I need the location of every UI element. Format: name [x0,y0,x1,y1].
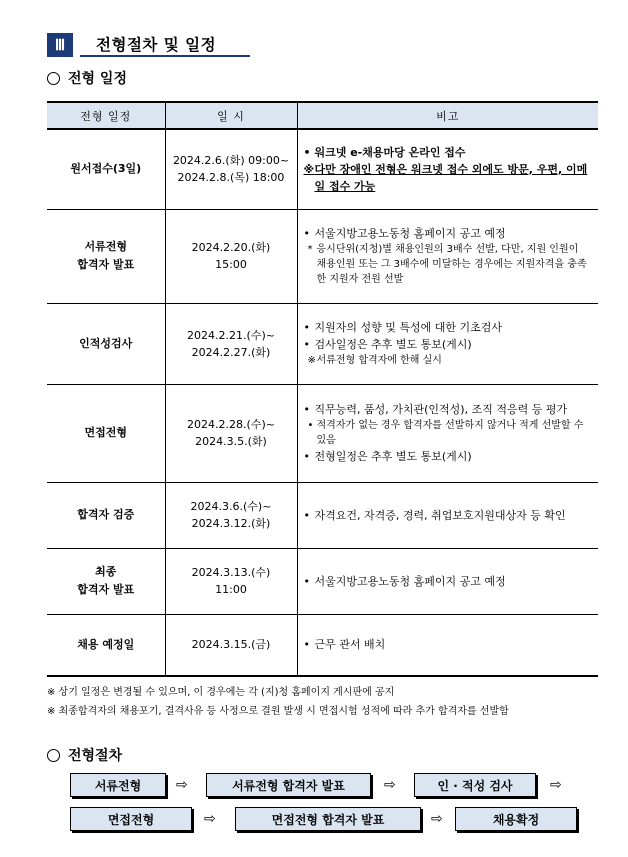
arrow-right-icon: ⇨ [176,777,188,793]
note-marker: * [307,244,313,255]
note-marker: • [303,508,310,522]
date-text: 2024.3.6.(수)~ [190,500,272,513]
note-cell [297,384,598,482]
process-step-hiring-confirmed: 채용확정 [455,807,577,831]
note-cell [297,482,598,548]
date-text: 15:00 [215,258,247,271]
table-row [47,482,598,548]
process-step-document-result: 서류전형 합격자 발표 [206,773,371,797]
note-marker: • [303,638,310,652]
date-text: 2024.3.15.(금) [191,638,271,652]
process-step-document-screening: 서류전형 [70,773,166,797]
section-title: 전형절차 및 일정 [80,33,250,57]
note-text: 자격요건, 자격증, 경력, 취업보호지원대상자 등 확인 [314,508,566,522]
date-text: 2024.3.12.(화) [191,517,271,530]
stage-text: 합격자 발표 [77,258,135,271]
section-number: Ⅲ [47,33,73,57]
note-text: 서울지방고용노동청 홈페이지 공고 예정 [314,574,506,588]
note-text: 서류전형 합격자에 한해 실시 [316,355,442,366]
note-marker: • [307,420,314,431]
date-text: 11:00 [215,583,247,596]
note-line [304,336,591,353]
note-text: 전형일정은 추후 별도 통보(게시) [314,450,472,463]
header-note: 비고 [297,102,598,129]
note-text: 지원자의 성향 및 특성에 대한 기초검사 [314,321,502,334]
arrow-right-icon: ⇨ [431,811,443,827]
circle-bullet-icon [47,72,60,85]
note-line [304,573,591,590]
date-text: 2024.2.6.(화) 09:00~ [172,154,290,168]
note-line [304,448,591,465]
stage-text: 면접전형 [84,426,127,439]
date-text: 2024.2.20.(화) [191,241,271,254]
table-row [47,384,598,482]
footnote-2: ※ 최종합격자의 채용포기, 결격사유 등 사정으로 결원 발생 시 면접시험 성적에 따라 추가 합격자를 선발함 [47,706,509,717]
section-heading [47,33,250,57]
note-cell [297,548,598,614]
date-text: 2024.3.13.(수) [191,566,271,579]
date-cell [165,548,297,614]
arrow-right-icon: ⇨ [204,811,216,827]
note-marker: • [303,574,310,588]
note-marker: ※ [307,355,316,366]
date-cell [165,129,297,209]
note-marker: • [303,338,310,351]
date-cell [165,384,297,482]
process-heading [47,745,122,765]
note-line [304,319,591,336]
note-text: 근무 관서 배치 [314,638,386,652]
schedule-table [47,101,598,677]
header-date: 일 시 [165,102,297,129]
note-text: 워크넷 e-채용마당 온라인 접수 [314,145,466,159]
process-step-aptitude-test: 인 · 적성 검사 [414,773,536,797]
note-text: 검사일정은 추후 별도 통보(게시) [314,338,472,351]
arrow-right-icon: ⇨ [550,777,562,793]
note-cell [297,209,598,303]
note-text: 직무능력, 품성, 가치관(인적성), 조직 적응력 등 평가 [314,403,568,416]
stage-cell [47,209,165,303]
table-row [47,548,598,614]
date-text: 2024.3.5.(화) [195,435,267,448]
header-stage: 전형 일정 [47,102,165,129]
note-marker: • [303,145,311,159]
note-marker: • [303,227,310,240]
note-text: 다만 장애인 전형은 워크넷 접수 외에도 방문, 우편, 이메일 접수 가능 [314,162,588,193]
stage-cell [47,482,165,548]
schedule-heading [47,68,127,88]
date-cell [165,209,297,303]
note-text: 서울지방고용노동청 홈페이지 공고 예정 [314,227,506,240]
stage-text: 인적성검사 [79,336,133,350]
note-line [304,507,591,524]
stage-cell [47,129,165,209]
note-line [304,636,591,653]
date-text: 2024.2.8.(목) 18:00 [177,171,285,185]
footnote-1: ※ 상기 일정은 변경될 수 있으며, 이 경우에는 각 (지)청 홈페이지 게시판에 공지 [47,687,395,698]
date-cell [165,303,297,384]
note-cell [297,614,598,676]
note-line [304,144,591,161]
stage-cell [47,548,165,614]
stage-cell [47,303,165,384]
process-step-interview: 면접전형 [70,807,192,831]
stage-text: 합격자 발표 [77,583,135,596]
note-text: 응시단위(지청)별 채용인원의 3배수 선발, 다만, 지원 인원이 채용인원 또는 그 3배수에 미달하는 경우에는 지원자격을 충족한 지원자 전원 선발 [316,244,587,285]
note-line [304,161,591,195]
stage-text: 원서접수(3일) [70,162,142,176]
table-header-row [47,102,598,129]
note-cell [297,129,598,209]
table-row [47,209,598,303]
note-marker: • [303,403,310,416]
note-line [304,418,591,448]
note-line [304,225,591,242]
stage-text: 채용 예정일 [77,637,135,651]
stage-text: 서류전형 [84,240,127,253]
date-cell [165,482,297,548]
date-text: 2024.2.28.(수)~ [187,418,275,431]
table-row [47,303,598,384]
date-text: 2024.2.27.(화) [191,345,271,359]
stage-cell [47,614,165,676]
stage-cell [47,384,165,482]
table-row [47,129,598,209]
note-cell [297,303,598,384]
note-marker: ※ [303,162,315,176]
note-marker: • [303,321,310,334]
process-step-interview-result: 면접전형 합격자 발표 [235,807,421,831]
note-text: 적격자가 없는 경우 합격자를 선발하지 않거나 적게 선발할 수 있음 [316,420,584,446]
note-marker: • [303,450,310,463]
date-text: 2024.2.21.(수)~ [187,328,275,342]
table-row [47,614,598,676]
note-line [304,401,591,418]
stage-text: 최종 [95,565,117,578]
note-line [304,242,591,287]
circle-bullet-icon [47,749,60,762]
date-cell [165,614,297,676]
schedule-heading-text: 전형 일정 [68,71,127,87]
note-line [304,353,591,368]
arrow-right-icon: ⇨ [384,777,396,793]
process-heading-text: 전형절차 [68,748,123,764]
stage-text: 합격자 검증 [77,508,135,521]
